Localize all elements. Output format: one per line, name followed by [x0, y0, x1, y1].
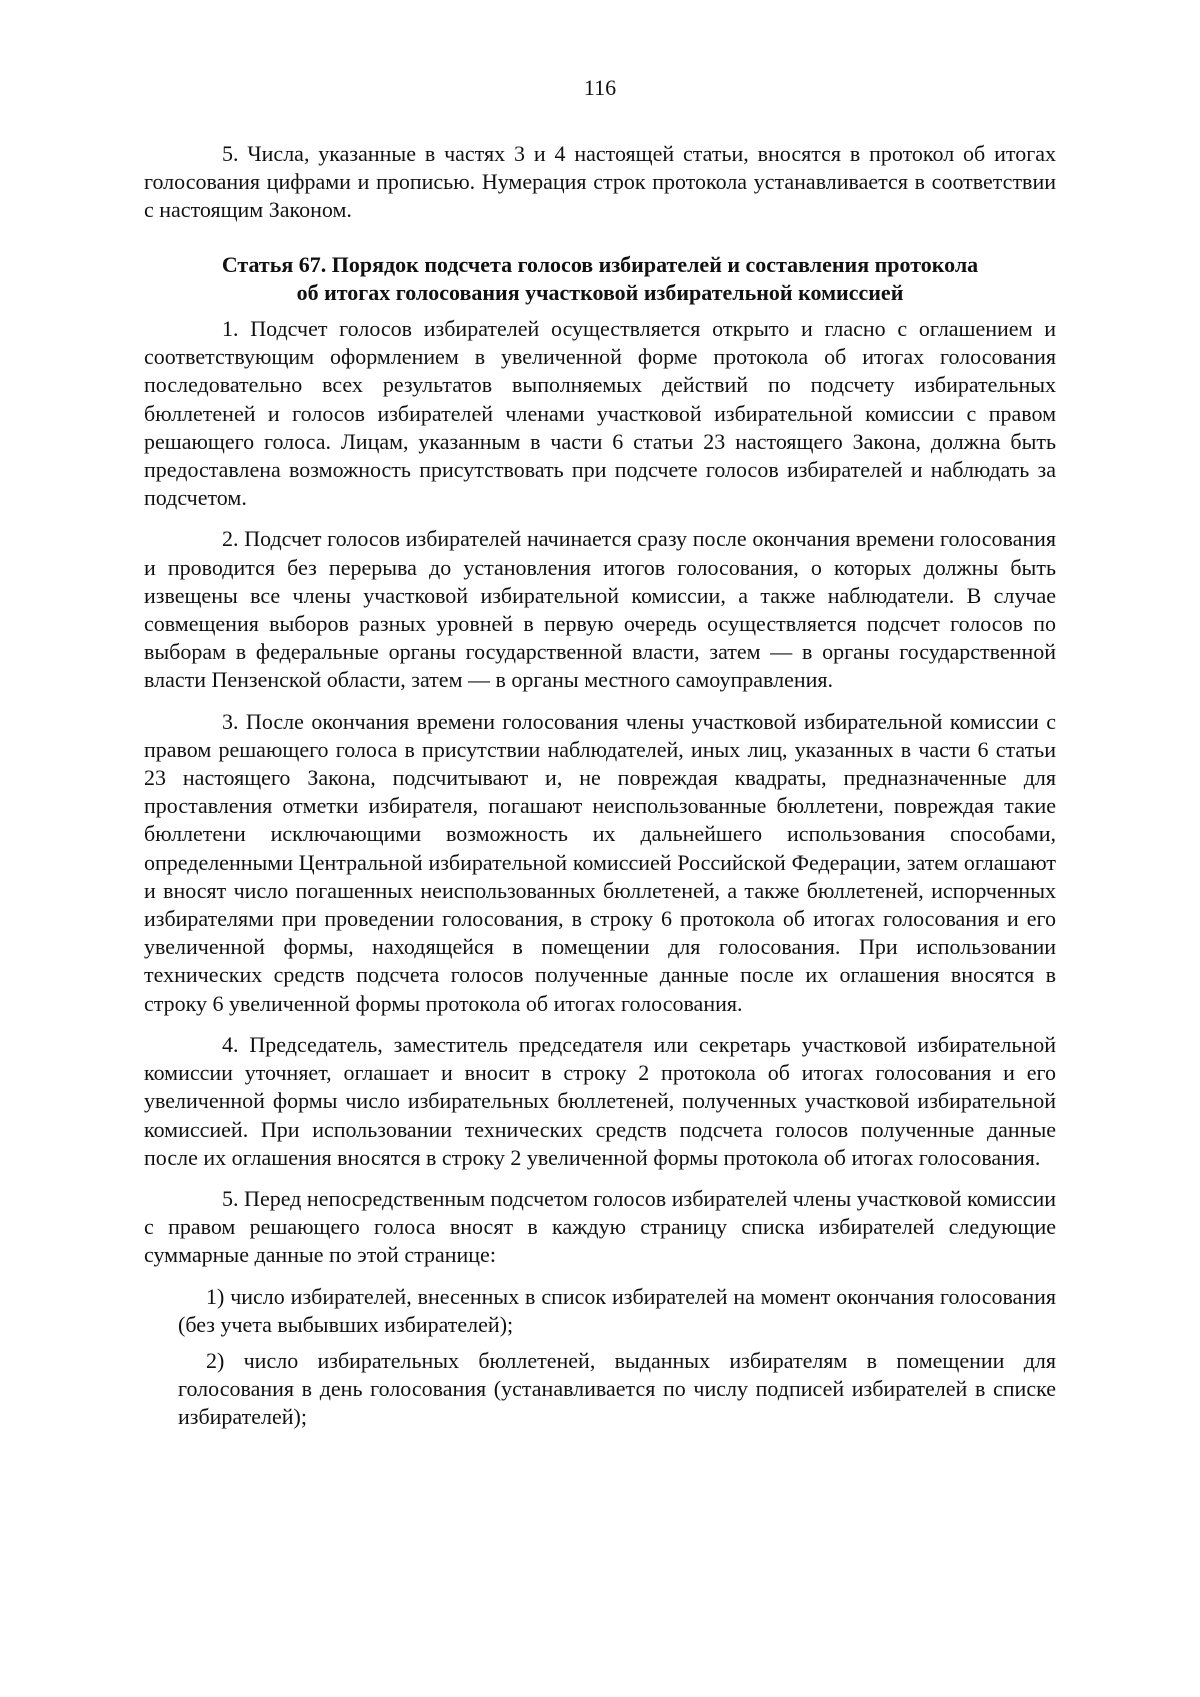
subitem-2: 2) число избирательных бюллетеней, выданных избирателям в помещении для голосования в день голосования (устанавливается по числу подписей избирателей в списке избирателей);	[178, 1347, 1056, 1430]
page-number: 116	[583, 75, 617, 100]
article-heading	[144, 251, 1056, 307]
intro-paragraph: 5. Числа, указанные в частях 3 и 4 настоящей статьи, вносятся в протокол об итогах голосования цифрами и прописью. Нумерация строк протокола устанавливается в соответствии с настоящим Законом.	[144, 141, 1056, 223]
article-label: Статья 67	[221, 251, 321, 277]
article-paragraph-2: 2. Подсчет голосов избирателей начинается сразу после окончания времени голосования и проводится без перерыва до установления итогов голосования, о которых должны быть извещены все члены участковой избирательной комиссии, а также наблюдатели. В случае совмещения выборов разных уровней в первую очередь осуществляется подсчет голосов по выборам в федеральные органы государственной власти, затем — в органы государственной власти Пензенской области, затем — в органы местного самоуправления.	[144, 526, 1056, 693]
article-paragraph-5: 5. Перед непосредственным подсчетом голосов избирателей члены участковой комиссии с правом решающего голоса вносят в каждую страницу списка избирателей следующие суммарные данные по этой странице:	[144, 1185, 1056, 1268]
subitem-1: 1) число избирателей, внесенных в список избирателей на момент окончания голосования (без учета выбывших избирателей);	[178, 1283, 1056, 1337]
article-paragraph-1: 1. Подсчет голосов избирателей осуществляется открыто и гласно с оглашением и соответствующим оформлением в увеличенной форме протокола об итогах голосования последовательно всех результатов выполняемых действий по подсчету избирательных бюллетеней и голосов избирателей членами участковой избирательной комиссии с правом решающего голоса. Лицам, указанным в части 6 статьи 23 настоящего Закона, должна быть предоставлена возможность присутствовать при подсчете голосов избирателей и наблюдать за подсчетом.	[144, 316, 1056, 511]
article-title-line2: об итогах голосования участковой избирательной комиссией	[296, 279, 904, 305]
article-paragraph-3: 3. После окончания времени голосования члены участковой избирательной комиссии с правом решающего голоса в присутствии наблюдателей, иных лиц, указанных в части 6 статьи 23 настоящего Закона, подсчитывают и, не повреждая квадраты, предназначенные для проставления отметки избирателя, погашают неиспользованные бюллетени, повреждая такие бюллетени исключающими возможность их дальнейшего использования способами, определенными Центральной избирательной комиссией Российской Федерации, затем оглашают и вносят число погашенных неиспользованных бюллетеней, а также бюллетеней, испорченных избирателями при проведении голосования, в строку 6 протокола об итогах голосования и его увеличенной формы, находящейся в помещении для голосования. При использовании технических средств подсчета голосов полученные данные после их оглашения вносятся в строку 6 увеличенной формы протокола об итогах голосования.	[144, 708, 1056, 1016]
article-title-line1: . Порядок подсчета голосов избирателей и составления протокола	[320, 251, 979, 277]
article-paragraph-4: 4. Председатель, заместитель председателя или секретарь участковой избирательной комиссии уточняет, оглашает и вносит в строку 2 протокола об итогах голосования и его увеличенной формы число избирательных бюллетеней, полученных участковой избирательной комиссией. При использовании технических средств подсчета голосов полученные данные после их оглашения вносятся в строку 2 увеличенной формы протокола об итогах голосования.	[144, 1031, 1056, 1170]
page-content	[144, 140, 1056, 1440]
